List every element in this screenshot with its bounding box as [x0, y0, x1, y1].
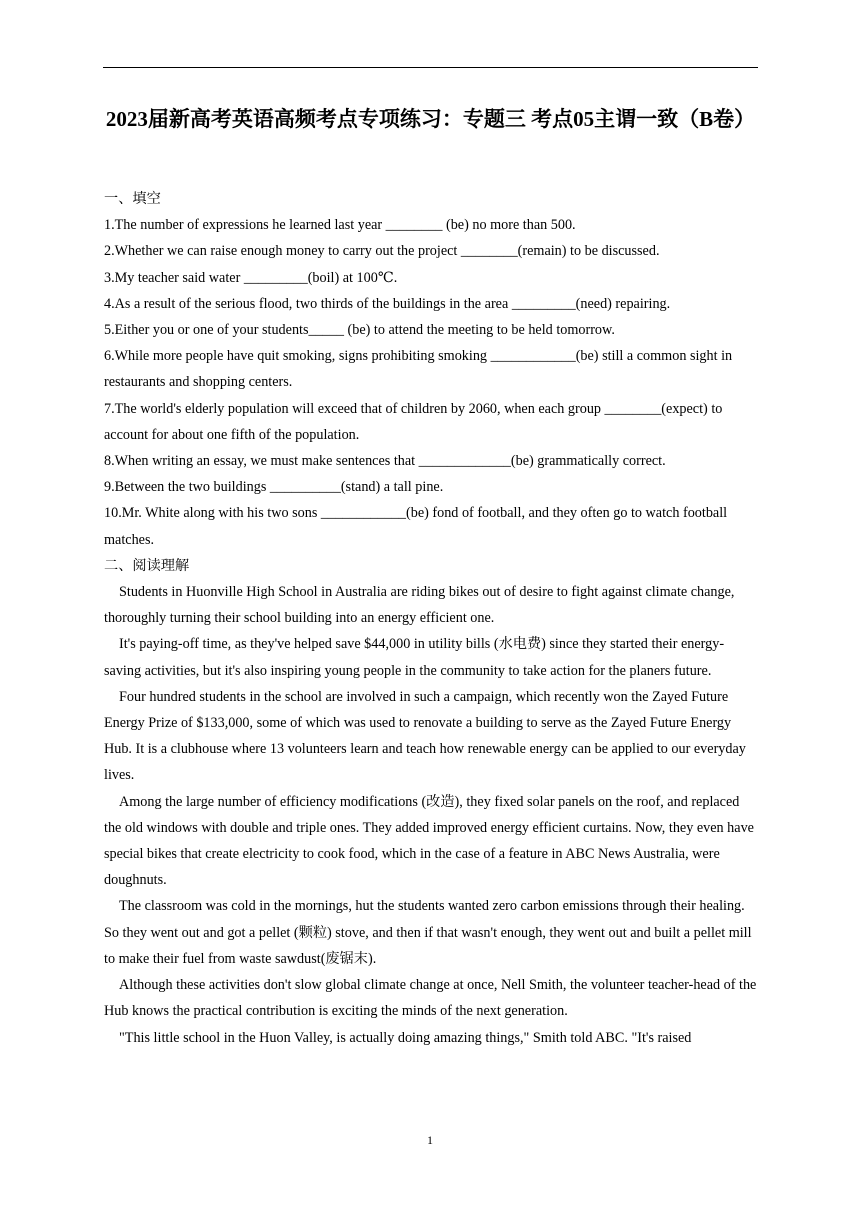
page-number: 1 — [427, 1133, 433, 1147]
reading-paragraph: Four hundred students in the school are involved in such a campaign, which recently won the Zayed Future Energy Prize of $133,000, some of which was used to renovate a building to serve as the Zayed Future Energy Hub. It is a clubhouse where 13 volunteers learn and teach how renewable energy can be applied to our everyday lives. — [104, 688, 746, 784]
reading-paragraph: "This little school in the Huon Valley, is actually doing amazing things," Smith told ABC. "It's raised — [119, 1029, 692, 1046]
question-item: 2.Whether we can raise enough money to carry out the project ________(remain) to be discussed. — [104, 243, 660, 260]
question-item: 8.When writing an essay, we must make sentences that _____________(be) grammatically correct. — [104, 453, 666, 470]
question-item: 10.Mr. White along with his two sons ____________(be) fond of football, and they often go to watch football matches. — [104, 505, 728, 548]
document-body — [104, 186, 760, 1051]
header-rule — [103, 67, 758, 68]
question-item: 1.The number of expressions he learned last year ________ (be) no more than 500. — [104, 217, 576, 234]
question-item: 5.Either you or one of your students_____ (be) to attend the meeting to be held tomorrow. — [104, 322, 615, 339]
reading-paragraph: Although these activities don't slow global climate change at once, Nell Smith, the volunteer teacher-head of the Hub knows the practical contribution is exciting the minds of the next generation. — [104, 977, 757, 1020]
reading-paragraph: The classroom was cold in the mornings, hut the students wanted zero carbon emissions through their healing. So they went out and got a pellet (颗粒) stove, and then if that wasn't enough, they went out and built a pellet mill to make their fuel from waste sawdust(废锯末). — [104, 898, 752, 967]
reading-paragraph: It's paying-off time, as they've helped save $44,000 in utility bills (水电费) since they started their energy-saving activities, but it's also inspiring young people in the community to take action for the planers future. — [104, 636, 725, 679]
reading-paragraph: Students in Huonville High School in Australia are riding bikes out of desire to fight against climate change, thoroughly turning their school building into an energy efficient one. — [104, 584, 735, 627]
section-heading-fill-in: 一、填空 — [104, 191, 161, 207]
question-item: 6.While more people have quit smoking, signs prohibiting smoking ____________(be) still a common sight in restaurants and shopping centers. — [104, 348, 733, 391]
page-title: 2023届新高考英语高频考点专项练习：专题三 考点05主谓一致（B卷） — [105, 107, 756, 131]
section-heading-reading: 二、阅读理解 — [104, 557, 190, 574]
question-item: 3.My teacher said water _________(boil) at 100℃. — [104, 269, 398, 286]
question-item: 7.The world's elderly population will exceed that of children by 2060, when each group ________(expect) to account for about one fifth of the population. — [104, 400, 723, 443]
reading-paragraph: Among the large number of efficiency modifications (改造), they fixed solar panels on the roof, and replaced the old windows with double and triple ones. They added improved energy efficient curtains. Now, they even have special bikes that create electricity to cook food, which in the case of a feature in ABC News Australia, were doughnuts. — [104, 793, 754, 889]
question-item: 9.Between the two buildings __________(stand) a tall pine. — [104, 479, 444, 496]
question-item: 4.As a result of the serious flood, two thirds of the buildings in the area _________(need) repairing. — [104, 295, 671, 312]
